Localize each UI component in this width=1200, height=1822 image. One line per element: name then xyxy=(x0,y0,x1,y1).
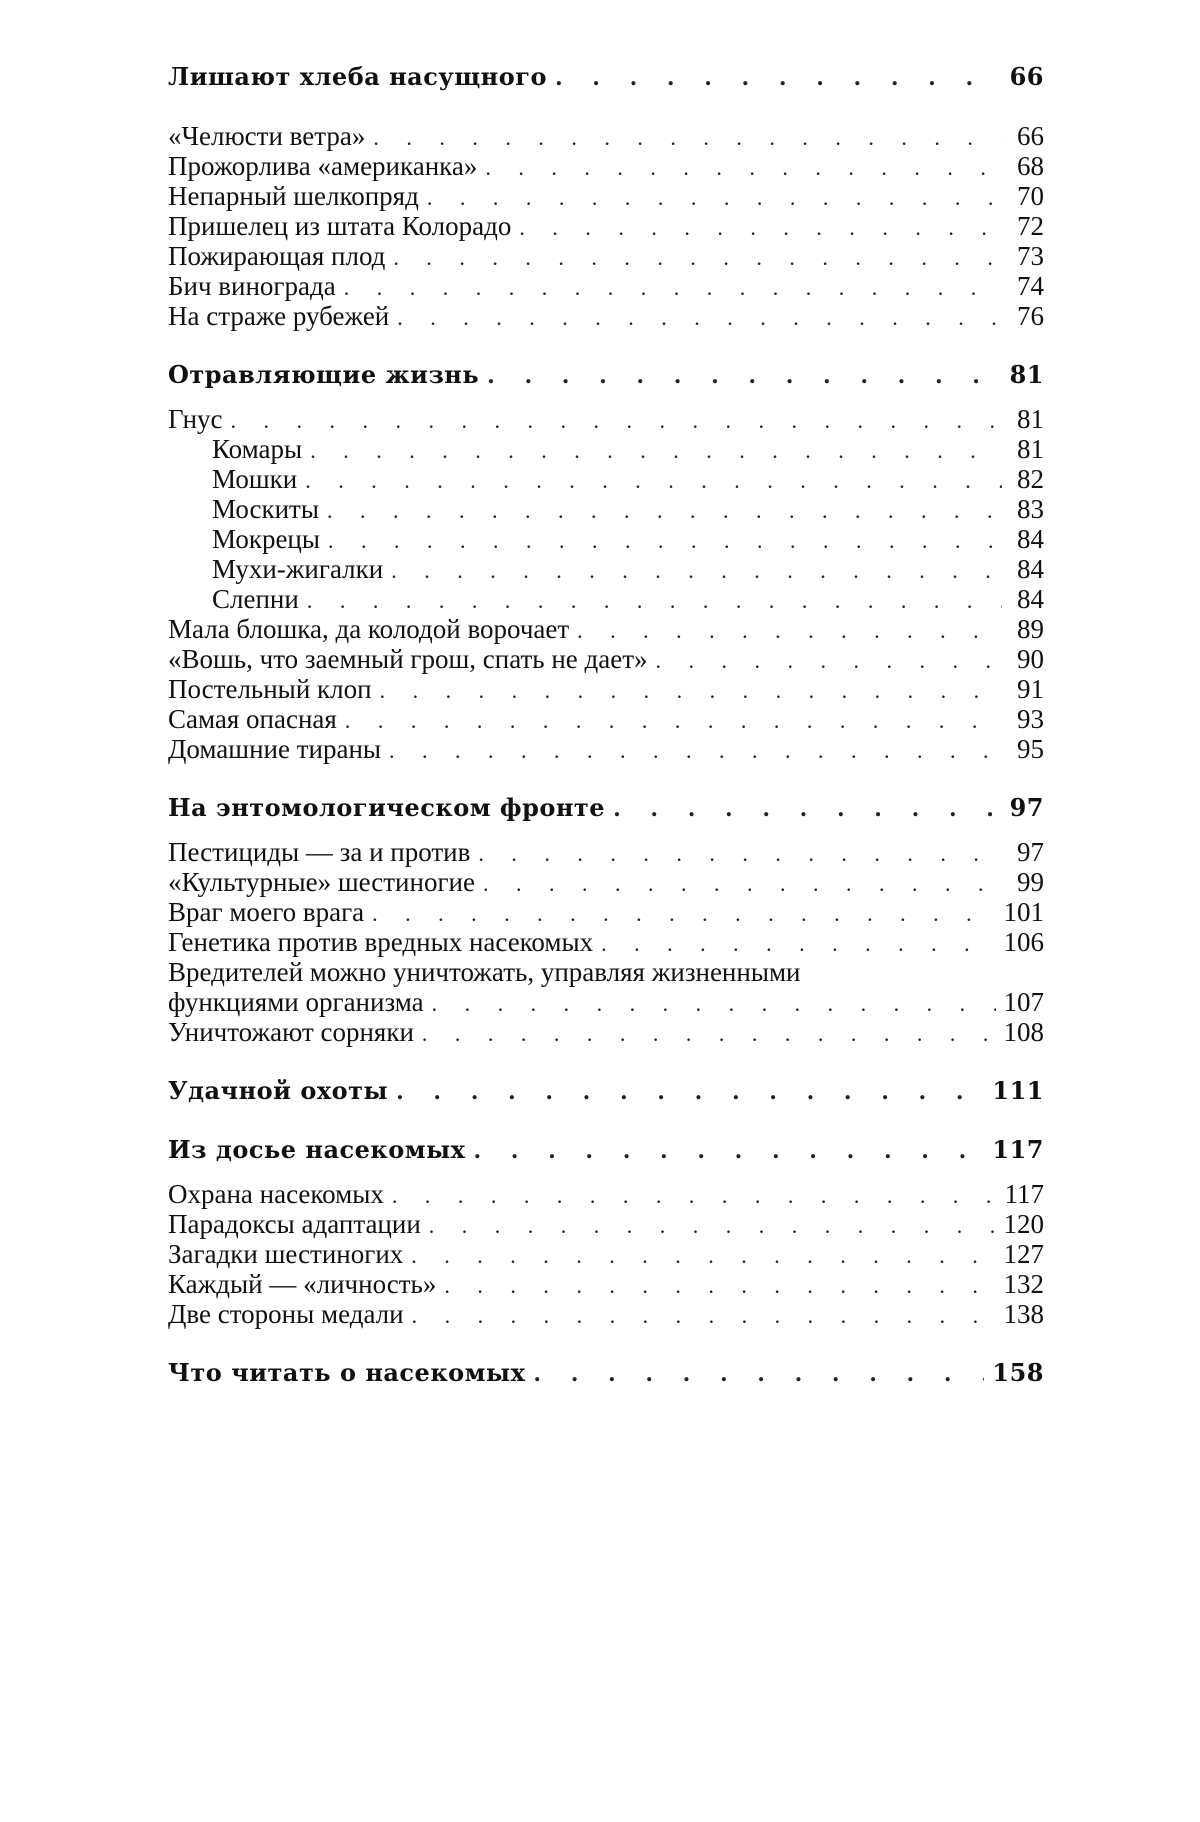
dot-leader xyxy=(345,706,1002,736)
dot-leader xyxy=(473,1136,984,1166)
toc-page-number: 99 xyxy=(1010,867,1044,897)
toc-entry-title: Пестициды — за и против xyxy=(168,837,470,867)
toc-section[interactable] xyxy=(168,62,1044,92)
toc-entry-title: Мокрецы xyxy=(168,524,320,554)
dot-leader xyxy=(429,1211,996,1241)
dot-leader xyxy=(231,406,1002,436)
toc-entry[interactable] xyxy=(168,1269,1044,1299)
toc-page-number: 138 xyxy=(1004,1299,1045,1329)
toc-entry-title: Уничтожают сорняки xyxy=(168,1017,414,1047)
dot-leader xyxy=(432,989,996,1019)
dot-leader xyxy=(427,183,1002,213)
dot-leader xyxy=(380,676,1002,706)
toc-page-number: 101 xyxy=(1004,897,1045,927)
toc-entry-title: Домашние тираны xyxy=(168,734,381,764)
toc-entry-title: Мала блошка, да колодой ворочает xyxy=(168,614,569,644)
toc-entry[interactable] xyxy=(168,704,1044,734)
toc-page-number: 97 xyxy=(1010,793,1044,823)
toc-section[interactable] xyxy=(168,1135,1044,1165)
toc-page-number: 132 xyxy=(1004,1269,1045,1299)
toc-entry[interactable] xyxy=(168,1299,1044,1329)
toc-entry-title: На страже рубежей xyxy=(168,301,389,331)
toc-page-number: 95 xyxy=(1010,734,1044,764)
dot-leader xyxy=(533,1359,984,1389)
dot-leader xyxy=(310,436,1002,466)
toc-page-number: 107 xyxy=(1004,987,1045,1017)
toc-entry[interactable] xyxy=(168,897,1044,927)
toc-entry-title: Загадки шестиногих xyxy=(168,1239,403,1269)
dot-leader xyxy=(483,869,1002,899)
toc-entry[interactable] xyxy=(168,1179,1044,1209)
toc-page-number: 117 xyxy=(1005,1179,1045,1209)
toc-entry[interactable] xyxy=(168,404,1044,434)
toc-page-number: 117 xyxy=(992,1135,1044,1165)
toc-subentry[interactable] xyxy=(168,524,1044,554)
toc-entry[interactable] xyxy=(168,271,1044,301)
dot-leader xyxy=(613,794,1002,824)
toc-page-number: 74 xyxy=(1010,271,1044,301)
toc-entry[interactable] xyxy=(168,181,1044,211)
toc-page-number: 81 xyxy=(1010,434,1044,464)
dot-leader xyxy=(601,929,995,959)
toc-entry-title: Гнус xyxy=(168,404,223,434)
toc-section[interactable] xyxy=(168,793,1044,823)
toc-entry-title: Мошки xyxy=(168,464,297,494)
dot-leader xyxy=(373,123,1002,153)
toc-page-number: 82 xyxy=(1010,464,1044,494)
dot-leader xyxy=(305,466,1002,496)
toc-entry-title: Две стороны медали xyxy=(168,1299,404,1329)
toc-page-number: 68 xyxy=(1010,151,1044,181)
toc-entry-title: Враг моего врага xyxy=(168,897,364,927)
toc-entry-title: Непарный шелкопряд xyxy=(168,181,419,211)
toc-section-title: Отравляющие жизнь xyxy=(168,360,479,390)
dot-leader xyxy=(444,1271,995,1301)
dot-leader xyxy=(372,899,995,929)
toc-entry[interactable] xyxy=(168,1017,1044,1047)
toc-page-number: 84 xyxy=(1010,584,1044,614)
toc-page-number: 84 xyxy=(1010,524,1044,554)
toc-entry-title: Прожорлива «американка» xyxy=(168,151,477,181)
toc-entry[interactable] xyxy=(168,241,1044,271)
toc-section[interactable] xyxy=(168,1358,1044,1388)
dot-leader xyxy=(485,153,1002,183)
toc-entry[interactable] xyxy=(168,674,1044,704)
toc-entry[interactable] xyxy=(168,121,1044,151)
toc-entry[interactable] xyxy=(168,151,1044,181)
dot-leader xyxy=(396,1077,984,1107)
toc-page-number: 90 xyxy=(1010,644,1044,674)
toc-entry[interactable] xyxy=(168,1209,1044,1239)
dot-leader xyxy=(344,273,1002,303)
dot-leader xyxy=(487,361,1001,391)
toc-entry-title: «Вошь, что заемный грош, спать не дает» xyxy=(168,644,648,674)
toc-page-number: 81 xyxy=(1010,404,1044,434)
toc-section[interactable] xyxy=(168,360,1044,390)
toc-page-number: 93 xyxy=(1010,704,1044,734)
toc-entry-title: «Культурные» шестиногие xyxy=(168,867,475,897)
toc-page-number: 66 xyxy=(1010,121,1044,151)
toc-page-number: 97 xyxy=(1010,837,1044,867)
toc-entry-wrapped-line[interactable] xyxy=(168,957,1044,987)
dot-leader xyxy=(389,736,1002,766)
toc-entry[interactable] xyxy=(168,211,1044,241)
toc-entry-title: Каждый — «личность» xyxy=(168,1269,436,1299)
toc-page-number: 73 xyxy=(1010,241,1044,271)
toc-entry-title: функциями организма xyxy=(168,987,424,1017)
toc-section-title: На энтомологическом фронте xyxy=(168,793,605,823)
toc-entry[interactable] xyxy=(168,614,1044,644)
dot-leader xyxy=(397,303,1002,333)
toc-page-number: 72 xyxy=(1010,211,1044,241)
toc-page-number: 89 xyxy=(1010,614,1044,644)
toc-entry-title: Пришелец из штата Колорадо xyxy=(168,211,511,241)
toc-page-number: 81 xyxy=(1010,360,1044,390)
dot-leader xyxy=(411,1241,995,1271)
dot-leader xyxy=(577,616,1002,646)
table-of-contents xyxy=(168,62,1044,1388)
dot-leader xyxy=(392,1181,997,1211)
toc-page-number: 83 xyxy=(1010,494,1044,524)
toc-entry[interactable] xyxy=(168,1239,1044,1269)
toc-entry[interactable] xyxy=(168,301,1044,331)
dot-leader xyxy=(412,1301,996,1331)
toc-page-number: 106 xyxy=(1004,927,1045,957)
toc-section-title: Лишают хлеба насущного xyxy=(168,62,547,92)
toc-entry-title: Бич винограда xyxy=(168,271,336,301)
toc-page-number: 76 xyxy=(1010,301,1044,331)
toc-subentry[interactable] xyxy=(168,494,1044,524)
dot-leader xyxy=(391,556,1002,586)
toc-subentry[interactable] xyxy=(168,584,1044,614)
dot-leader xyxy=(478,839,1002,869)
toc-page-number: 158 xyxy=(992,1358,1044,1388)
toc-entry-title: Пожирающая плод xyxy=(168,241,385,271)
toc-entry[interactable] xyxy=(168,927,1044,957)
toc-page-number: 127 xyxy=(1004,1239,1045,1269)
dot-leader xyxy=(393,243,1002,273)
toc-entry[interactable] xyxy=(168,837,1044,867)
toc-page-number: 91 xyxy=(1010,674,1044,704)
toc-page-number: 66 xyxy=(1010,62,1044,92)
toc-entry-title: Вредителей можно уничтожать, управляя жизненными xyxy=(168,957,801,987)
toc-section-title: Удачной охоты xyxy=(168,1076,388,1106)
toc-entry-title: Комары xyxy=(168,434,302,464)
toc-entry[interactable] xyxy=(168,867,1044,897)
toc-section[interactable] xyxy=(168,1076,1044,1106)
toc-section-title: Из досье насекомых xyxy=(168,1135,465,1165)
toc-entry-title: Москиты xyxy=(168,494,319,524)
toc-page-number: 108 xyxy=(1004,1017,1045,1047)
dot-leader xyxy=(519,213,1002,243)
toc-entry[interactable] xyxy=(168,987,1044,1017)
dot-leader xyxy=(656,646,1002,676)
toc-page-number: 120 xyxy=(1004,1209,1045,1239)
toc-entry-title: Постельный клоп xyxy=(168,674,372,704)
dot-leader xyxy=(307,586,1002,616)
toc-entry-title: Парадоксы адаптации xyxy=(168,1209,421,1239)
toc-entry-title: Генетика против вредных насекомых xyxy=(168,927,593,957)
toc-subentry[interactable] xyxy=(168,464,1044,494)
toc-entry-title: Мухи-жигалки xyxy=(168,554,383,584)
dot-leader xyxy=(422,1019,996,1049)
dot-leader xyxy=(327,496,1002,526)
toc-subentry[interactable] xyxy=(168,434,1044,464)
toc-page-number: 70 xyxy=(1010,181,1044,211)
toc-entry[interactable] xyxy=(168,644,1044,674)
toc-subentry[interactable] xyxy=(168,554,1044,584)
toc-entry-title: «Челюсти ветра» xyxy=(168,121,365,151)
dot-leader xyxy=(555,63,1002,93)
toc-page-number: 111 xyxy=(992,1076,1044,1106)
toc-entry-title: Слепни xyxy=(168,584,299,614)
toc-entry-title: Охрана насекомых xyxy=(168,1179,384,1209)
dot-leader xyxy=(328,526,1002,556)
toc-entry[interactable] xyxy=(168,734,1044,764)
toc-section-title: Что читать о насекомых xyxy=(168,1358,525,1388)
toc-page-number: 84 xyxy=(1010,554,1044,584)
page xyxy=(0,0,1200,1822)
toc-entry-title: Самая опасная xyxy=(168,704,337,734)
